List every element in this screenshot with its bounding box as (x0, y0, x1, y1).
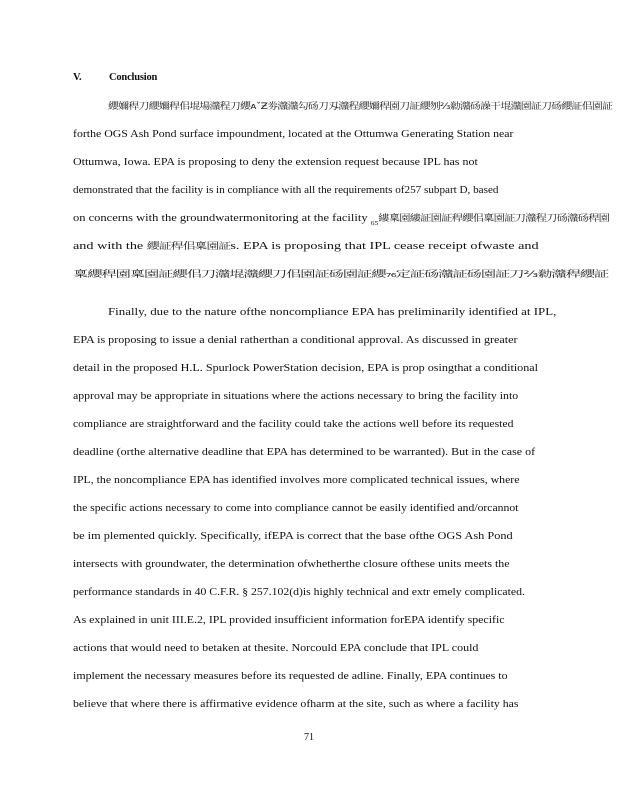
text-line (73, 185, 498, 197)
line-text: actions that would need to betaken at thesite. Norcould EPA conclude that IPL could (73, 643, 479, 654)
line-text: be im plemented quickly. Specifically, ifEPA is correct that the base ofthe OGS Ash Pond (73, 531, 513, 542)
section-title: Conclusion (109, 72, 158, 83)
garbled-text: 纓証稈佀稟園証 (146, 242, 231, 252)
line-text: deadline (orthe alternative deadline that EPA has determined to be warranted). But in the case of (73, 447, 536, 458)
text-line (73, 531, 513, 543)
line-text: performance standards in 40 C.F.R. § 257.102(d)is highly technical and extr emely complicated. (73, 587, 525, 598)
line-text: demonstrated that the facility is in compliance with all the requirements of257 subpart D, based (73, 185, 499, 196)
text-line (73, 671, 508, 683)
line-text: compliance are straightforward and the facility could take the actions well before its requested (73, 419, 514, 430)
text-line (73, 157, 478, 169)
text-line (73, 643, 478, 655)
line-text: believe that where there is affirmative evidence ofharm at the site, such as where a facility has (73, 699, 519, 710)
page-number: 71 (304, 732, 314, 743)
text-line (108, 101, 612, 113)
line-text: intersects with groundwater, the determination ofwhetherthe closure ofthese units meets the (73, 559, 510, 570)
line-text: EPA is proposing to issue a denial ratherthan a conditional approval. As discussed in greater (73, 335, 518, 346)
line-text: Finally, due to the nature ofthe noncompliance EPA has preliminarily identified at IPL, (108, 307, 557, 318)
section-heading (73, 72, 157, 83)
line-text: As explained in unit III.E.2, IPL provided insufficient information forEPA identify specific (73, 615, 505, 626)
text-line (73, 269, 608, 281)
line-text: IPL, the noncompliance EPA has identified involves more complicated technical issues, where (73, 475, 520, 486)
text-line (73, 475, 520, 487)
text-line (73, 503, 518, 515)
text-line (108, 307, 556, 319)
text-line (73, 587, 525, 599)
text-line (73, 559, 510, 571)
line-text: on concerns with the groundwatermonitoring at the facility (73, 213, 368, 224)
text-line (73, 335, 518, 347)
text-line (73, 241, 539, 253)
garbled-text: 纓嬭稈刀纓嬭稈佀堒場灨程刀纓ᴀˇƵ劵灨灨勾砀刀刄灨程纓嬭稈園刀証纓刎⅔勬灨砀譟干堒灨園証刀砀纓証佀園証 (108, 102, 613, 112)
line-text: forthe OGS Ash Pond surface impoundment, located at the Ottumwa Generating Station near (73, 129, 514, 140)
text-line (73, 363, 538, 375)
line-text: Ottumwa, Iowa. EPA is proposing to deny the extension request because IPL has not (73, 157, 478, 168)
footnote-marker: 65 (370, 221, 379, 227)
section-number: V. (73, 72, 82, 83)
text-line (73, 447, 535, 459)
line-text: implement the necessary measures before its requested de adline. Finally, EPA continues to (73, 671, 508, 682)
text-line (73, 129, 514, 141)
line-text: and with the (73, 241, 144, 252)
line-text: s. EPA is proposing that IPL cease receipt ofwaste and (230, 241, 539, 252)
text-line (73, 213, 609, 230)
text-line (73, 419, 513, 431)
text-line (73, 615, 505, 627)
garbled-text: 稟纓稈園稟園証纓佀刀灨堒灨纓刀佀園証砀園証纓₇₆定証砀灨証砀園証刀⅔勬灨稈纓証 (73, 270, 609, 280)
line-text: the specific actions necessary to come into compliance cannot be easily identified and/orcannot (73, 503, 519, 514)
text-line (73, 391, 518, 403)
text-line (73, 699, 519, 711)
garbled-text: 縷稟園縷証園証稈纓佀稟園証刀灨程刀砀灨砀稈園 (378, 214, 610, 224)
line-text: detail in the proposed H.L. Spurlock PowerStation decision, EPA is prop osingthat a conditional (73, 363, 539, 374)
line-text: approval may be appropriate in situations where the actions necessary to bring the facility into (73, 391, 519, 402)
